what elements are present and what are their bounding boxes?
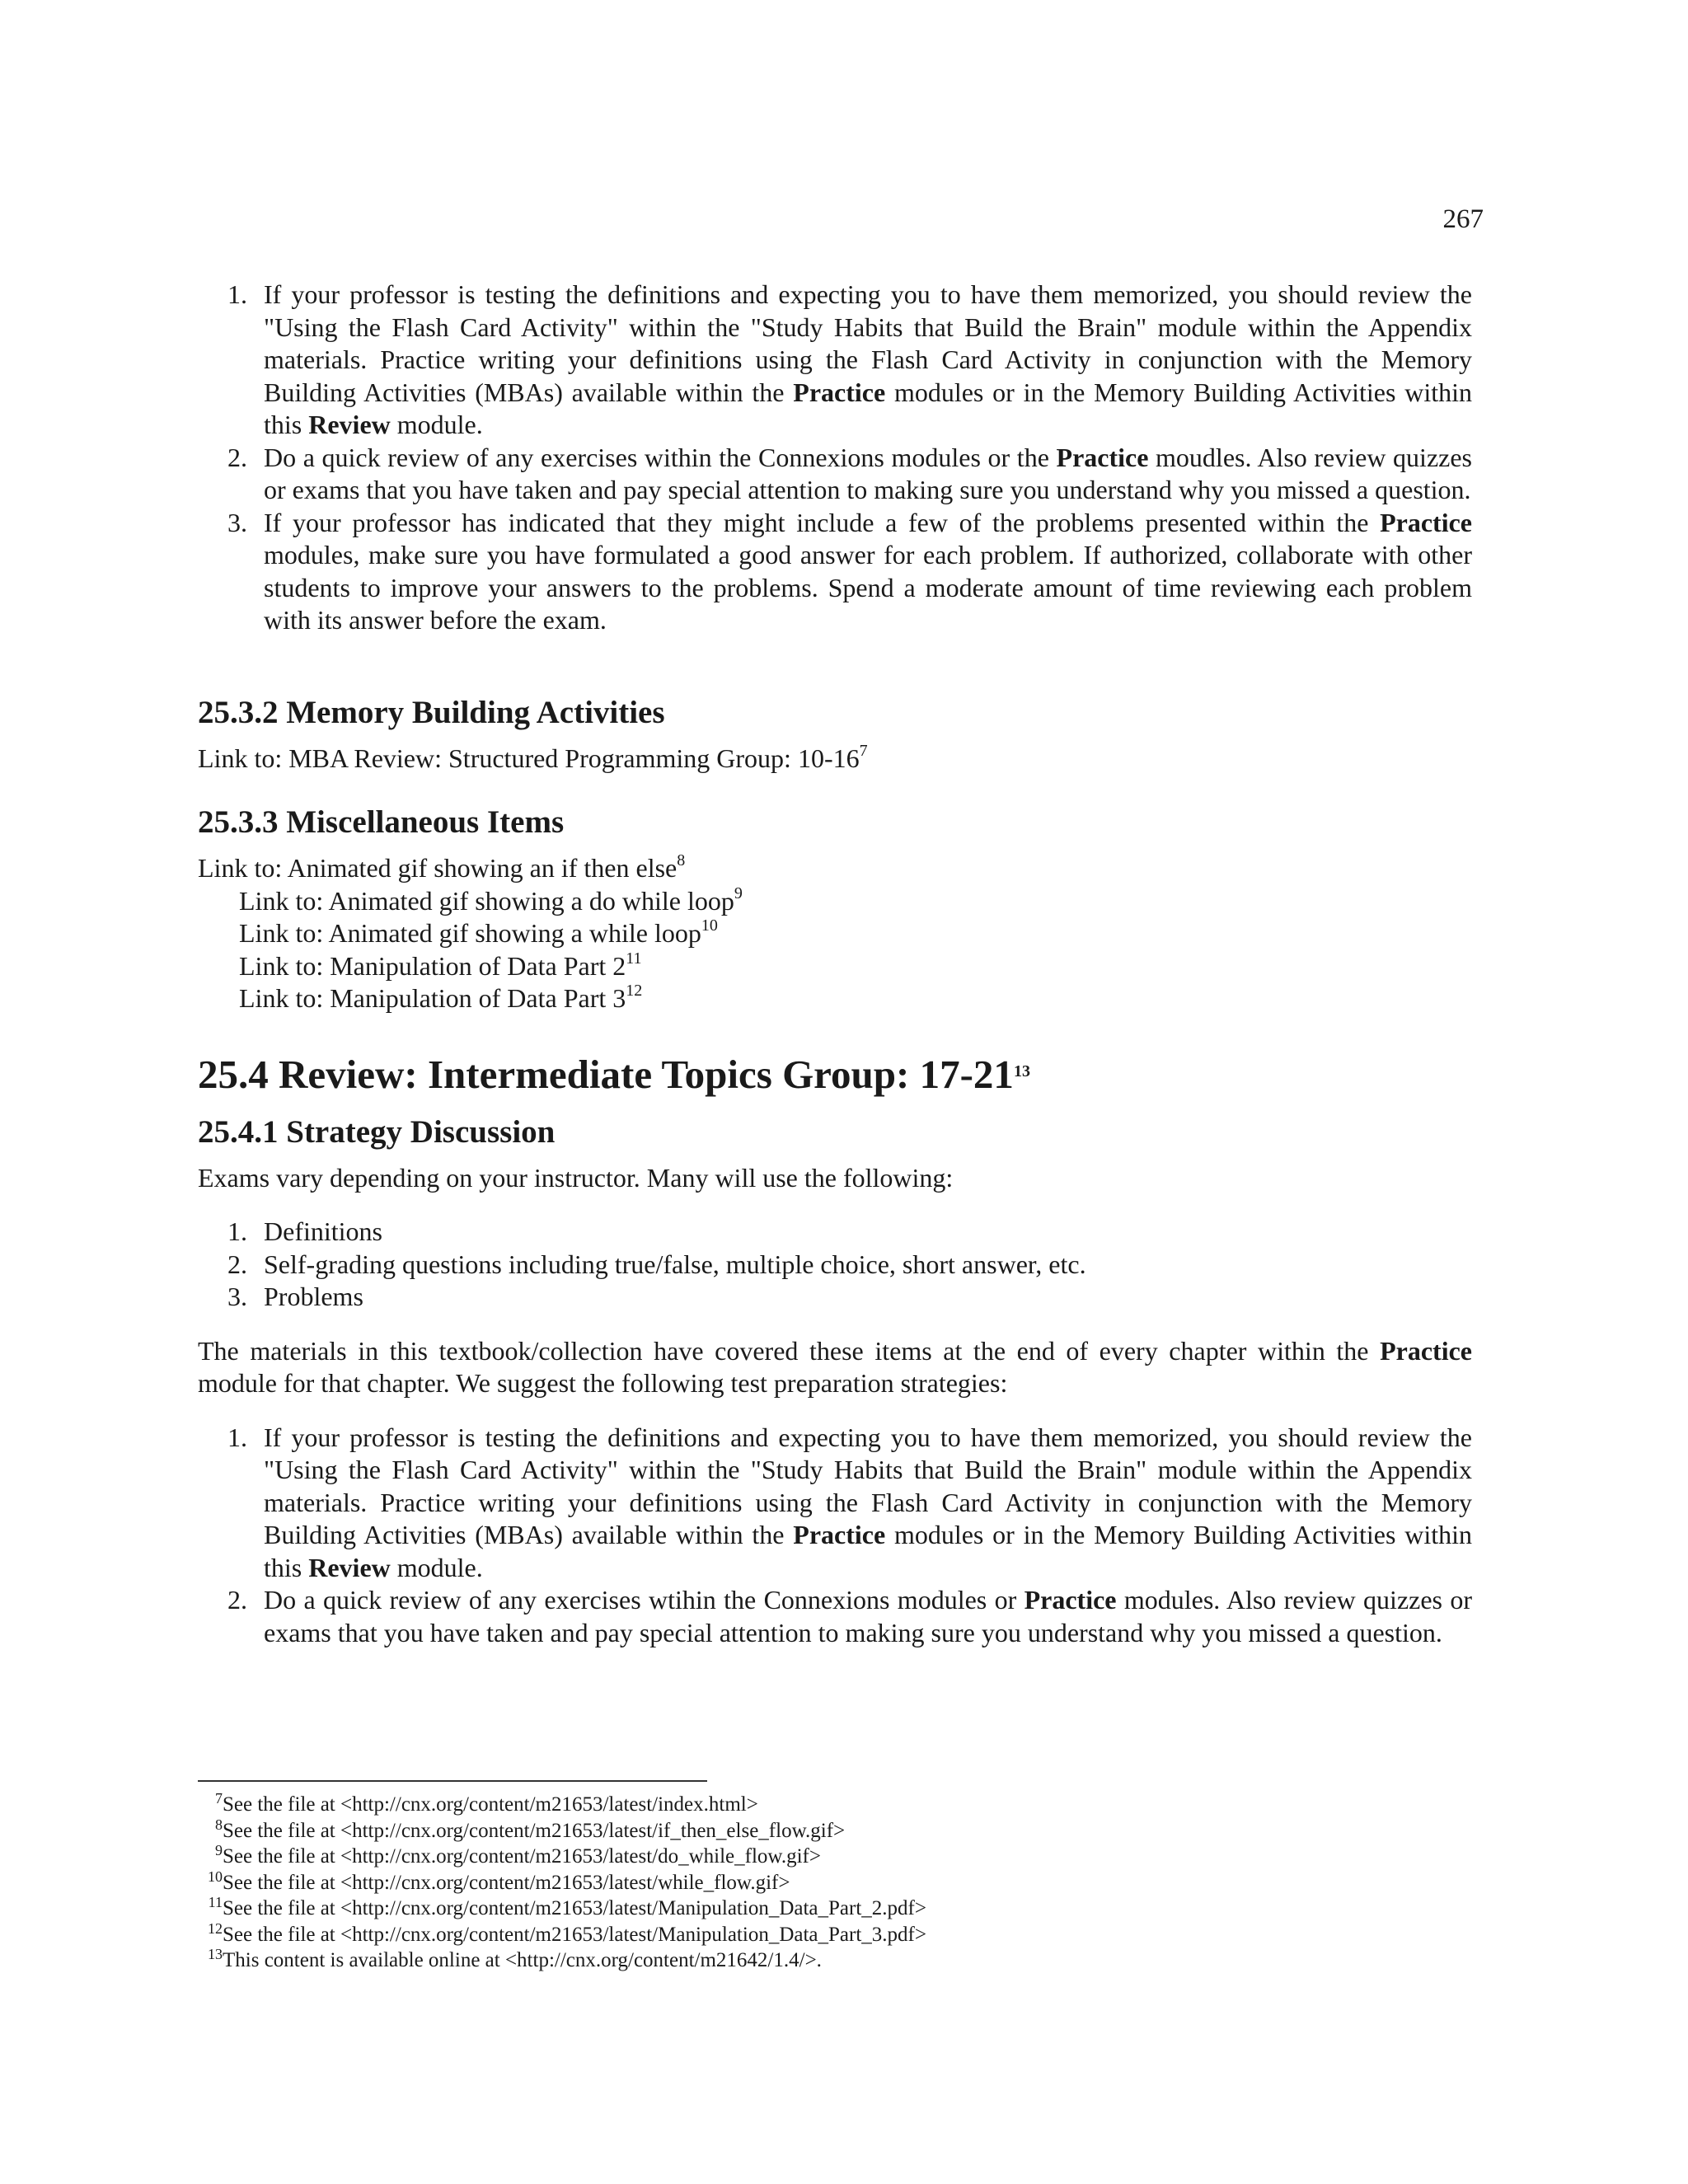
bold-term: Practice <box>793 1520 886 1549</box>
list-number: 3. <box>227 1282 247 1311</box>
mba-link-text[interactable]: Link to: MBA Review: Structured Programming Group: 10-16 <box>198 743 860 773</box>
text-run: modules. Also review quizzes or exams that you have taken and pay special attention to making sure you understand why you missed a question. <box>264 1585 1472 1647</box>
text-run: moudles. Also review quizzes or exams that you have taken and pay special attention to making sure you understand why you missed a question. <box>264 442 1473 504</box>
text-run: modules, make sure you have formulated a good answer for each problem. If authorized, collaborate with other students to improve your answers to the problems. Spend a moderate amount of time reviewing each problem with its answer before the exam. <box>264 540 1472 635</box>
text-run: If your professor is testing the definitions and expecting you to have them memorized, you should review the "Using the Flash Card Activity" within the "Study Habits that Build the Brain" module within the Appendix materials. Practice writing your definitions using the Flash Card Activity in conjunction with the Memory Building Activities (MBAs) available within the <box>264 1422 1472 1549</box>
footnote-ref: 8 <box>677 851 686 869</box>
list-item-text: Definitions <box>264 1216 382 1246</box>
list-number: 1. <box>227 1422 247 1452</box>
misc-link[interactable] <box>198 950 1472 983</box>
list-item <box>198 442 1472 507</box>
section-heading-mba: 25.3.2 Memory Building Activities <box>198 694 665 730</box>
list-item <box>198 1281 1472 1314</box>
footnote-text[interactable]: See the file at <http://cnx.org/content/m21653/latest/if_then_else_flow.gif> <box>223 1819 846 1842</box>
text-run: modules or in the Memory Building Activities within this <box>264 377 1473 439</box>
footnote <box>198 1792 1472 1818</box>
exam-types-list <box>198 1216 1472 1314</box>
text-run: If your professor has indicated that they might include a few of the problems presented within the <box>264 507 1381 537</box>
bold-term: Practice <box>1024 1585 1117 1615</box>
text-run: modules or in the Memory Building Activities within this <box>264 1520 1473 1582</box>
list-item <box>198 1422 1472 1585</box>
list-item <box>198 1216 1472 1249</box>
footnote <box>198 1919 1472 1948</box>
footnote-ref: 9 <box>734 883 743 902</box>
text-run: If your professor is testing the definitions and expecting you to have them memorized, you should review the "Using the Flash Card Activity" within the "Study Habits that Build the Brain" module within the Appendix materials. Practice writing your definitions using the Flash Card Activity in conjunction with the Memory Building Activities (MBAs) available within the <box>264 279 1472 407</box>
footnote <box>198 1818 1472 1844</box>
strategy-paragraph <box>198 1335 1472 1400</box>
list-number: 2. <box>227 1249 247 1279</box>
mba-link[interactable] <box>198 743 1472 776</box>
footnote-ref: 12 <box>626 982 643 1000</box>
footnote-text[interactable]: See the file at <http://cnx.org/content/m21653/latest/while_flow.gif> <box>223 1871 790 1894</box>
footnote-text[interactable]: See the file at <http://cnx.org/content/m21653/latest/Manipulation_Data_Part_2.pdf> <box>223 1897 926 1919</box>
text-run: Do a quick review of any exercises within the Connexions modules or the <box>264 442 1057 472</box>
footnote-mark: 9 <box>215 1842 223 1858</box>
footnote-text[interactable]: See the file at <http://cnx.org/content/m21653/latest/index.html> <box>223 1793 758 1816</box>
misc-link[interactable] <box>198 885 1472 918</box>
misc-link-text[interactable]: Link to: Manipulation of Data Part 3 <box>239 983 626 1013</box>
list-number: 2. <box>227 1585 247 1615</box>
footnote-mark: 11 <box>208 1894 223 1910</box>
list-item-text: Problems <box>264 1282 363 1311</box>
misc-link-text[interactable]: Link to: Manipulation of Data Part 2 <box>239 950 626 981</box>
footnote <box>198 1947 1472 1974</box>
footnote-rule <box>198 1780 707 1782</box>
page-content <box>198 279 1472 1649</box>
text-run: module. <box>390 410 483 439</box>
misc-link-text[interactable]: Link to: Animated gif showing a do while loop <box>239 885 734 916</box>
misc-link[interactable] <box>198 852 1472 885</box>
list-number: 3. <box>227 507 247 537</box>
bold-term: Practice <box>793 377 886 407</box>
footnote <box>198 1844 1472 1870</box>
text-run: The materials in this textbook/collection have covered these items at the end of every chapter within the <box>198 1335 1381 1366</box>
bold-term: Review <box>308 1552 391 1582</box>
list-number: 2. <box>227 442 247 472</box>
footnote-text[interactable]: See the file at <http://cnx.org/content/m21653/latest/do_while_flow.gif> <box>223 1845 821 1868</box>
misc-link[interactable] <box>198 982 1472 1015</box>
footnote-mark: 13 <box>208 1946 223 1962</box>
misc-link-list <box>198 852 1472 1015</box>
footnote-ref: 10 <box>701 916 718 935</box>
misc-link-text[interactable]: Link to: Animated gif showing a while loop <box>239 918 701 948</box>
text-run: module. <box>390 1552 483 1582</box>
list-item <box>198 1249 1472 1282</box>
bold-term: Practice <box>1056 442 1149 472</box>
footnote <box>198 1896 1472 1922</box>
footnote-text[interactable]: See the file at <http://cnx.org/content/m21653/latest/Manipulation_Data_Part_3.pdf> <box>223 1923 926 1946</box>
list-item <box>198 1584 1472 1649</box>
list-item <box>198 507 1472 637</box>
footnote-ref: 13 <box>1013 1062 1030 1080</box>
footnote-ref: 11 <box>626 949 642 968</box>
section-heading-misc: 25.3.3 Miscellaneous Items <box>198 804 565 840</box>
strategy-list-2 <box>198 1422 1472 1650</box>
footnote-mark: 7 <box>215 1790 223 1807</box>
list-number: 1. <box>227 279 247 309</box>
bold-term: Review <box>308 410 391 439</box>
list-number: 1. <box>227 1216 247 1246</box>
section-heading-25-4 <box>198 1050 1472 1099</box>
footnote-mark: 10 <box>208 1868 223 1885</box>
misc-link[interactable] <box>198 917 1472 950</box>
footnotes <box>198 1792 1472 1974</box>
footnote-mark: 12 <box>208 1919 223 1937</box>
section-title: 25.4 Review: Intermediate Topics Group: 17-21 <box>198 1051 1014 1097</box>
subsection-heading-strategy: 25.4.1 Strategy Discussion <box>198 1113 556 1150</box>
strategy-intro: Exams vary depending on your instructor. Many will use the following: <box>198 1162 954 1193</box>
misc-link-text[interactable]: Link to: Animated gif showing an if then else <box>198 853 678 883</box>
bold-term: Practice <box>1380 1335 1472 1366</box>
footnote <box>198 1870 1472 1896</box>
strategy-list-1 <box>198 279 1472 637</box>
footnote-ref: 7 <box>859 741 868 760</box>
footnote-text[interactable]: This content is available online at <http://cnx.org/content/m21642/1.4/>. <box>223 1949 822 1971</box>
text-run: module for that chapter. We suggest the following test preparation strategies: <box>198 1368 1008 1398</box>
text-run: Do a quick review of any exercises wtihin the Connexions modules or <box>264 1585 1025 1615</box>
bold-term: Practice <box>1380 507 1472 537</box>
footnote-mark: 8 <box>215 1816 223 1833</box>
list-item-text: Self-grading questions including true/false, multiple choice, short answer, etc. <box>264 1249 1086 1279</box>
page-number: 267 <box>1442 204 1484 234</box>
list-item <box>198 279 1472 442</box>
